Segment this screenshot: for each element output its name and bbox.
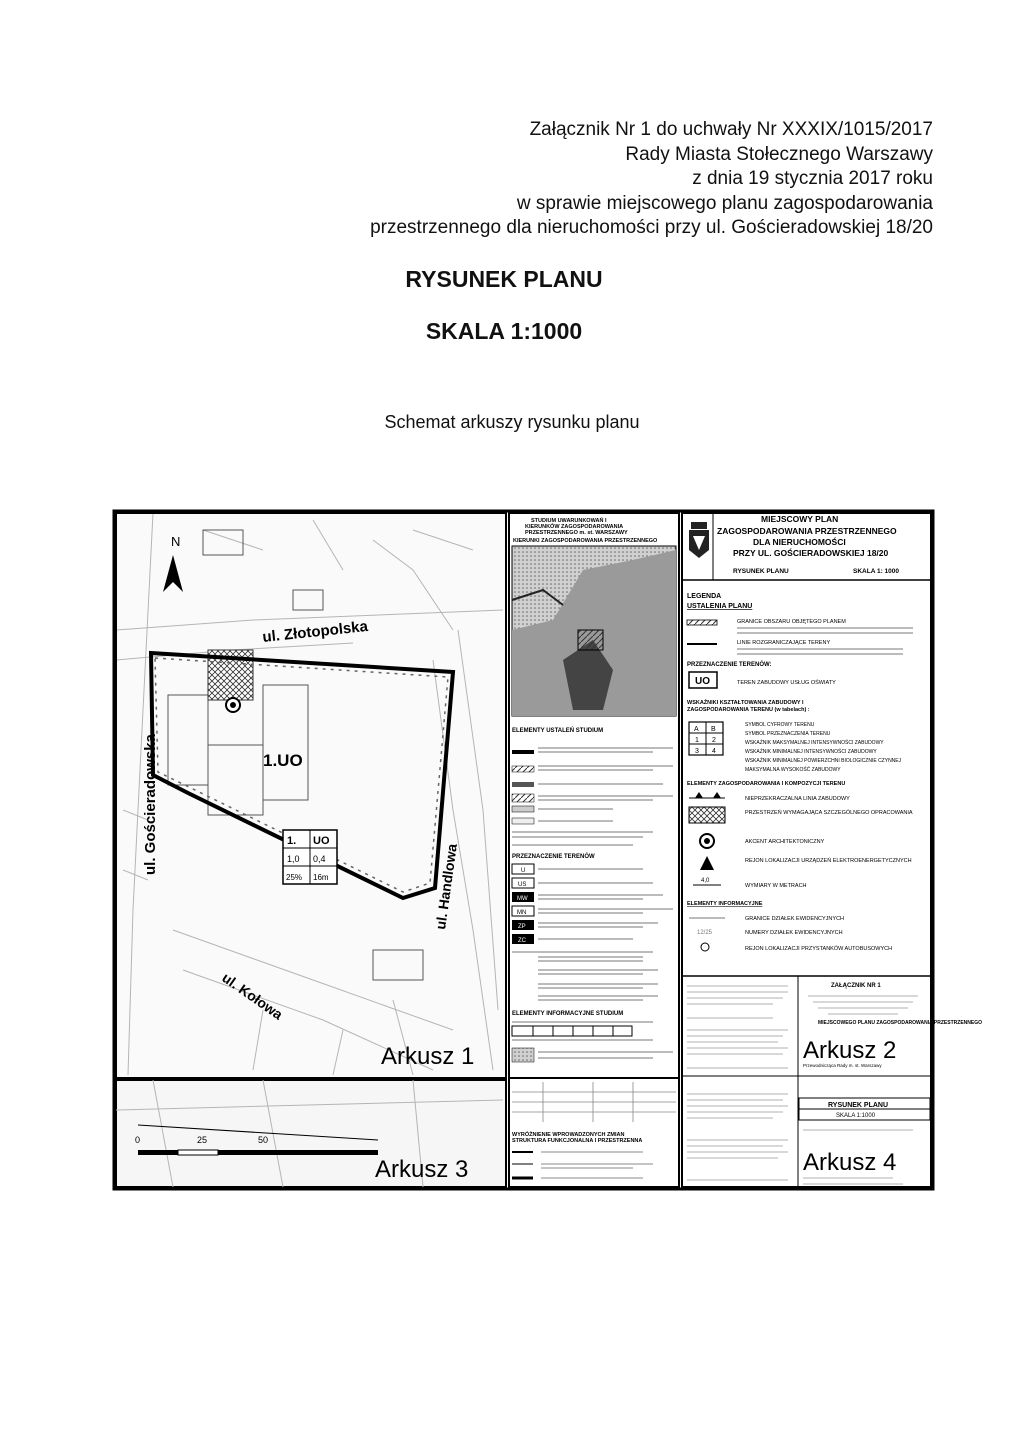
wsk-cell: 2 [712, 737, 716, 744]
study-elements-heading: ELEMENTY USTALEŃ STUDIUM [512, 728, 604, 734]
study-info-heading: ELEMENTY INFORMACYJNE STUDIUM [512, 1011, 624, 1017]
scale-title: SKALA 1:1000 [425, 318, 583, 344]
map-svg [113, 510, 982, 1190]
wsk-table [689, 722, 723, 755]
zone-cell: 1,0 [287, 854, 300, 864]
study-code: US [518, 882, 527, 888]
legend-skala: SKALA 1: 1000 [853, 568, 899, 575]
sheet-label: Arkusz 1 [381, 1043, 475, 1070]
zone-cell: UO [313, 835, 330, 847]
info-item: GRANICE DZIAŁEK EWIDENCYJNYCH [745, 916, 845, 922]
arkusz-3-panel [116, 1080, 506, 1187]
street-label: ul. Handlowa [432, 842, 460, 931]
north-label: N [171, 534, 181, 549]
sheet-label: Arkusz 4 [803, 1149, 897, 1176]
header-line-1: Załącznik Nr 1 do uchwały Nr XXXIX/1015/2017 [529, 119, 933, 140]
info-item: REJON LOKALIZACJI PRZYSTANKÓW AUTOBUSOWYCH [745, 946, 893, 952]
legend-przeznaczenie: PRZEZNACZENIE TERENÓW: [687, 662, 772, 668]
wsk-cell: A [694, 726, 699, 733]
plan-boundary-symbol [687, 620, 717, 625]
study-code: U [521, 868, 526, 874]
street-label: ul. Gościeradowska [142, 734, 159, 875]
elementy-item: NIEPRZEKRACZALNA LINIA ZABUDOWY [745, 796, 850, 802]
wsk-item: MAKSYMALNA WYSOKOŚĆ ZABUDOWY [745, 767, 841, 773]
elementy-item: WYMIARY W METRACH [745, 883, 807, 889]
elementy-item: AKCENT ARCHITEKTONICZNY [745, 839, 825, 845]
header-line-4: w sprawie miejscowego planu zagospodarowania [516, 192, 933, 214]
legend-ustalenie: LINIE ROZGRANICZAJĄCE TERENY [737, 640, 831, 646]
skala-bottom: SKALA 1:1000 [836, 1113, 876, 1119]
study-subtitle: KIERUNKI ZAGOSPODAROWANIA PRZESTRZENNEGO [513, 538, 658, 544]
legend-ustalenia: USTALENIA PLANU [687, 603, 753, 610]
wsk-item: WSKAŹNIK MINIMALNEJ INTENSYWNOŚCI ZABUDOWY [745, 749, 877, 755]
legend-heading: LEGENDA [687, 593, 722, 600]
zal-title: ZAŁĄCZNIK NR 1 [831, 983, 881, 989]
bus-stop-icon [701, 943, 709, 951]
elementy-heading: ELEMENTY ZAGOSPODAROWANIA I KOMPOZYCJI TERENU [687, 781, 846, 787]
info-item: NUMERY DZIAŁEK EWIDENCYJNYCH [745, 930, 843, 936]
study-code: MN [517, 910, 527, 916]
wsk-item: WSKAŹNIK MINIMALNEJ POWIERZCHNI BIOLOGICZNIE CZYNNEJ [745, 758, 902, 764]
scale-tick: 25 [197, 1135, 208, 1145]
zone-label: 1.UO [263, 751, 303, 770]
map-sheet [113, 510, 982, 1190]
study-code: ZP [518, 924, 526, 930]
wsk-item: SYMBOL CYFROWY TERENU [745, 722, 815, 728]
dimension-value: 4,0 [701, 878, 710, 884]
wsk-cell: B [711, 726, 716, 733]
wsk-item: WSKAŹNIK MAKSYMALNEJ INTENSYWNOŚCI ZABUDOWY [745, 740, 884, 746]
header-line-3: z dnia 19 stycznia 2017 roku [692, 168, 933, 189]
street-label: ul. Złotopolska [261, 618, 369, 646]
wsk-cell: 3 [695, 748, 699, 755]
uo-desc: TEREN ZABUDOWY USŁUG OŚWIATY [737, 680, 836, 686]
elementy-item: REJON LOKALIZACJI URZĄDZEŃ ELEKTROENERGETYCZNYCH [745, 858, 912, 864]
special-area-symbol [689, 807, 725, 823]
zone-cell: 16m [313, 873, 329, 882]
wsk-item: SYMBOL PRZEZNACZENIA TERENU [745, 731, 831, 737]
zone-cell: 1. [287, 835, 297, 847]
sheet-label: Arkusz 2 [803, 1037, 897, 1064]
zone-table [283, 830, 337, 884]
header-line-2: Rady Miasta Stołecznego Warszawy [625, 143, 933, 165]
scale-tick: 0 [135, 1135, 141, 1145]
header-block [370, 118, 933, 241]
plan-title: MIEJSCOWY PLAN ZAGOSPODAROWANIA PRZESTRZENNEGO DLA NIERUCHOMOŚCI PRZY UL. GOŚCIERADOWSKIEJ 18/20 [717, 514, 897, 558]
street-label: ul. Kołowa [219, 969, 286, 1023]
legend-ustalenie: GRANICE OBSZARU OBJĘTEGO PLANEM [737, 619, 846, 625]
przewodniczaca: Przewodnicząca Rady m. st. Warszawy [803, 1063, 882, 1068]
uo-code: UO [695, 676, 710, 687]
study-code: MW [517, 896, 528, 902]
wsk-cell: 4 [712, 748, 716, 755]
legend-panel [682, 513, 982, 1187]
info-heading: ELEMENTY INFORMACYJNE [687, 901, 763, 907]
sheet-label: Arkusz 3 [375, 1156, 469, 1183]
page-title: RYSUNEK PLANU [405, 266, 603, 292]
scale-tick: 50 [258, 1135, 269, 1145]
study-przeznaczenie-heading: PRZEZNACZENIE TERENÓW [512, 854, 595, 860]
wsk-cell: 1 [695, 737, 699, 744]
wsk-heading: WSKAŹNIKI KSZTAŁTOWANIA ZABUDOWY I ZAGOSPODAROWANIA TERENU (w tabelach) : [687, 700, 810, 713]
study-wyroznienie: WYRÓŻNIENIE WPROWADZONYCH ZMIAN STRUKTURA FUNKCJONALNA I PRZESTRZENNA [512, 1132, 643, 1144]
zone-cell: 25% [286, 873, 303, 882]
legend-rysunek: RYSUNEK PLANU [733, 568, 789, 575]
schema-caption: Schemat arkuszy rysunku planu [384, 412, 640, 432]
elementy-item: PRZESTRZEŃ WYMAGAJĄCA SZCZEGÓLNEGO OPRACOWANIA [745, 810, 913, 816]
study-panel [509, 513, 679, 1187]
zal-plan: MIEJSCOWEGO PLANU ZAGOSPODAROWANIA PRZESTRZENNEGO [818, 1020, 982, 1026]
rys-bottom: RYSUNEK PLANU [828, 1102, 889, 1109]
zone-cell: 0,4 [313, 854, 326, 864]
header-line-5: przestrzennego dla nieruchomości przy ul. Gościeradowskiej 18/20 [370, 217, 933, 238]
study-title: STUDIUM UWARUNKOWAŃ I KIERUNKÓW ZAGOSPODAROWANIA PRZESTRZENNEGO m. st. WARSZAWY [525, 518, 628, 536]
parcel-number: 12/25 [697, 930, 713, 936]
scale-bar [138, 1150, 378, 1155]
study-code: ZC [518, 938, 526, 944]
arkusz-1-panel [116, 513, 506, 1078]
